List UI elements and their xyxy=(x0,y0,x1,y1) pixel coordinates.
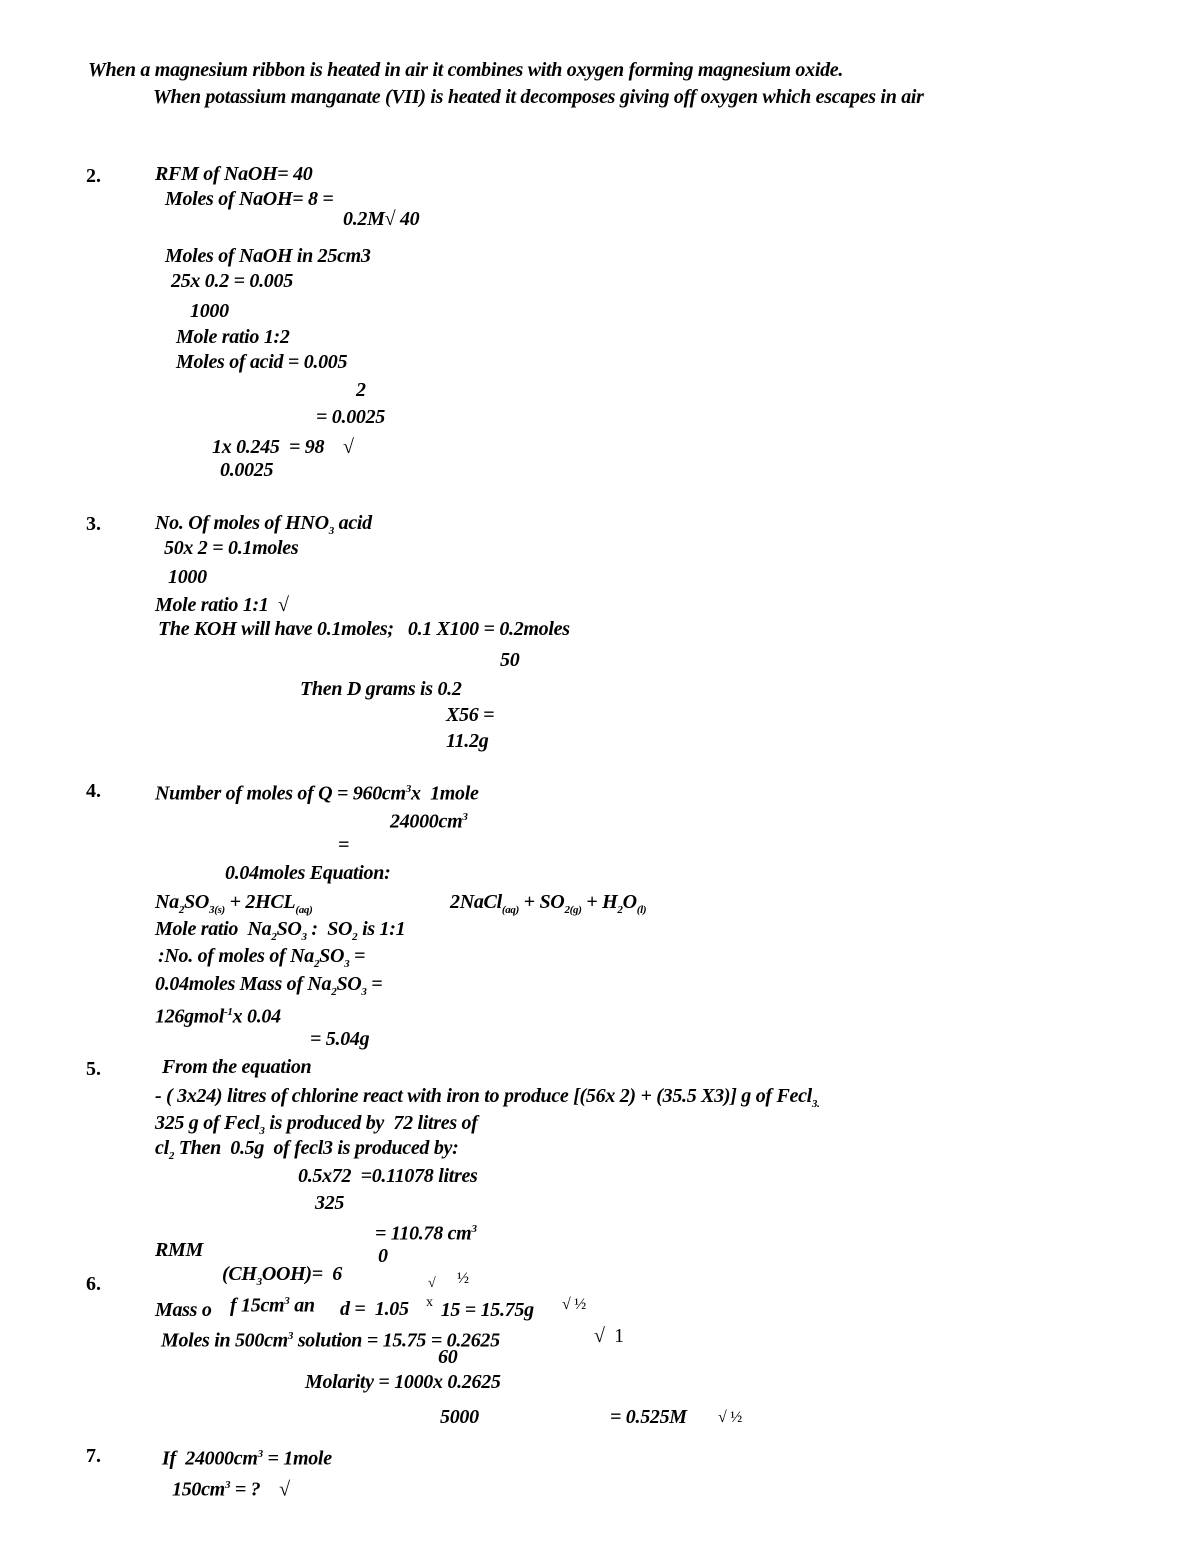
q4-part: 126gmol xyxy=(155,1005,225,1028)
q2-molarity: 0.2M xyxy=(343,208,385,230)
q2-line-10: = 0.0025 xyxy=(316,406,385,428)
tick-mark: √ xyxy=(718,1409,727,1426)
q7-sup: 3 xyxy=(257,1448,263,1460)
tick-mark: √ xyxy=(594,1325,605,1347)
q6-sup: 3 xyxy=(287,1330,294,1342)
q3-line-7: Then D grams is 0.2 xyxy=(300,678,462,700)
q4-text-b: x 1mole xyxy=(410,782,479,805)
q5-part: - ( 3x24) litres of chlorine react with iron to produce [(56x 2) + (35.5 X3)] g of Fecl xyxy=(155,1085,812,1107)
q3-line-8: X56 = xyxy=(446,704,495,726)
q5-sub: 2 xyxy=(168,1150,175,1162)
q3-line-9: 11.2g xyxy=(446,730,489,752)
q5-part: 325 g of Fecl xyxy=(155,1112,260,1134)
q4-denominator: 24000cm xyxy=(390,810,463,833)
q4-sub: 2 xyxy=(331,986,337,998)
q6-part: solution = 15.75 = 0.2625 xyxy=(293,1329,500,1352)
q3-line-5: The KOH will have 0.1moles; 0.1 X100 = 0.2moles xyxy=(158,618,570,640)
q3-text: No. Of moles of HNO xyxy=(155,512,329,534)
q6-part: an xyxy=(289,1294,315,1317)
q4-part: SO xyxy=(276,918,302,940)
q2-line-11 xyxy=(212,435,354,459)
q6-result: = 0.525M xyxy=(610,1406,687,1428)
q2-line-5 xyxy=(171,269,293,293)
q6-part: Moles in 500cm xyxy=(161,1329,288,1352)
q2-line-7: Mole ratio 1:2 xyxy=(176,326,290,348)
q4-part: is 1:1 xyxy=(357,918,406,940)
q2-line-6: 1000 xyxy=(190,300,229,322)
q7-part: = ? xyxy=(230,1478,261,1501)
q6-5000: 5000 xyxy=(440,1406,479,1428)
q4-sub: 2 xyxy=(271,931,277,943)
q5-line-7 xyxy=(375,1217,477,1246)
q7-part: If 24000cm xyxy=(162,1447,258,1470)
q2-divisor: 40 xyxy=(399,208,420,230)
q4-sub: 3 xyxy=(301,931,307,943)
question-number-7: 7. xyxy=(86,1445,101,1467)
eq-part: O xyxy=(622,891,637,913)
q6-sixty: 60 xyxy=(438,1346,458,1368)
q4-part: x 0.04 xyxy=(232,1005,281,1028)
q4-sub: 3 xyxy=(344,958,350,970)
q6-molarity: Molarity = 1000x 0.2625 xyxy=(305,1371,501,1393)
q5-sub: 3 xyxy=(259,1125,265,1137)
q6-half: ½ xyxy=(730,1409,742,1426)
q4-sup: 3 xyxy=(462,811,468,823)
question-number-6: 6. xyxy=(86,1273,101,1295)
q3-sub: 3 xyxy=(328,525,334,537)
q4-sub: 2 xyxy=(352,931,358,943)
q2-line-4: Moles of NaOH in 25cm3 xyxy=(165,245,371,267)
q3-ratio: Mole ratio 1:1 xyxy=(155,594,269,616)
q5-sub: 3. xyxy=(811,1098,820,1110)
eq-sub: (aq) xyxy=(501,904,519,916)
q6-part: )= 6 xyxy=(305,1263,342,1285)
q2-line-12: 0.0025 xyxy=(220,459,274,481)
q3-line-2: 50x 2 = 0.1moles xyxy=(164,537,299,559)
q6-half: ½ xyxy=(574,1296,586,1313)
q2-line-1: RFM of NaOH= 40 xyxy=(155,163,313,185)
q5-line-5: 0.5x72 =0.11078 litres xyxy=(298,1165,478,1187)
q2-line-2: Moles of NaOH= 8 = xyxy=(165,188,334,210)
q6-half: ½ xyxy=(457,1270,469,1287)
q4-line-1 xyxy=(155,777,479,806)
q6-mass-e: 15 = 15.75g xyxy=(436,1299,534,1321)
intro-line-2: When potassium manganate (VII) is heated it decomposes giving off oxygen which escapes in air xyxy=(153,86,924,108)
q3-line-4 xyxy=(155,593,289,617)
q4-part: SO xyxy=(336,973,362,995)
q4-text: Number of moles of Q = 960cm xyxy=(155,782,406,805)
q5-part: = 110.78 cm xyxy=(375,1222,472,1245)
q6-one: 1 xyxy=(614,1325,624,1347)
q6-tick-half xyxy=(562,1293,586,1317)
q6-times: x xyxy=(426,1295,433,1310)
eq-part: Na xyxy=(155,891,179,913)
q6-part: OOH xyxy=(261,1263,306,1285)
q4-part: 0.04moles Mass of Na xyxy=(155,973,332,995)
q6-sub: 3 xyxy=(256,1276,262,1288)
q5-part: Then 0.5g of fecl3 is produced by: xyxy=(174,1137,459,1159)
q4-part: = xyxy=(366,973,383,995)
eq-part: 2NaCl xyxy=(450,891,502,913)
tick-mark: √ xyxy=(384,208,396,230)
q2-line-3 xyxy=(343,207,419,231)
q7-line-1 xyxy=(162,1442,332,1471)
q2-calc: 25x 0.2 = 0.005 xyxy=(171,270,293,292)
q5-sup: 3 xyxy=(471,1223,477,1235)
eq-part: + 2HCL xyxy=(224,891,296,913)
question-number-2: 2. xyxy=(86,165,101,187)
q7-line-2 xyxy=(172,1473,290,1502)
q6-result-tick xyxy=(718,1406,742,1430)
eq-sub: (l) xyxy=(636,904,647,916)
q5-line-1: From the equation xyxy=(162,1056,312,1078)
q2-line-8: Moles of acid = 0.005 xyxy=(176,351,348,373)
eq-sub: 2(g) xyxy=(564,904,582,916)
q5-line-6: 325 xyxy=(315,1192,345,1214)
eq-part: SO xyxy=(184,891,210,913)
q5-part: is produced by 72 litres of xyxy=(264,1112,478,1134)
q5-part: cl xyxy=(155,1137,169,1159)
eq-part: + H xyxy=(581,891,618,913)
tick-mark: √ xyxy=(428,1276,436,1291)
q6-part: (CH xyxy=(222,1263,257,1285)
q2-line-9: 2 xyxy=(356,379,366,401)
q6-mass-a: Mass o xyxy=(155,1299,212,1321)
q4-sup: 3 xyxy=(405,783,411,795)
q4-part: Mole ratio Na xyxy=(155,918,272,940)
intro-line-1: When a magnesium ribbon is heated in air it combines with oxygen forming magnesium oxide. xyxy=(88,59,844,81)
q6-mass-d: d = 1.05 xyxy=(340,1298,409,1320)
q4-part: SO xyxy=(319,945,345,967)
q4-sub: 3 xyxy=(361,986,367,998)
tick-mark: √ xyxy=(343,436,354,458)
q3-line-3: 1000 xyxy=(168,566,207,588)
q4-part: :No. of moles of Na xyxy=(158,945,314,967)
eq-sub: (aq) xyxy=(295,904,313,916)
tick-mark: √ xyxy=(562,1296,571,1313)
q6-part: f 15cm xyxy=(230,1294,285,1317)
q4-line-9 xyxy=(155,1000,281,1029)
q4-line-2 xyxy=(390,805,468,834)
eq-sub: 3(s) xyxy=(209,904,225,916)
eq-part: + SO xyxy=(518,891,565,913)
q4-line-4: 0.04moles Equation: xyxy=(225,862,391,884)
tick-mark: √ xyxy=(279,1478,290,1501)
question-number-5: 5. xyxy=(86,1058,101,1080)
q6-sup: 3 xyxy=(284,1295,290,1307)
q4-part: = xyxy=(349,945,366,967)
q6-tick-one xyxy=(594,1324,624,1348)
q6-rmm: RMM xyxy=(155,1239,204,1261)
q6-mass-b xyxy=(230,1289,315,1318)
q7-sup: 3 xyxy=(224,1479,231,1491)
q4-equation-products xyxy=(450,890,646,922)
question-number-3: 3. xyxy=(86,513,101,535)
q4-sup: -1 xyxy=(224,1006,233,1018)
q7-part: = 1mole xyxy=(262,1447,332,1470)
eq-sub: 2 xyxy=(178,904,185,916)
q4-sub: 2 xyxy=(313,958,320,970)
q4-line-3: = xyxy=(338,834,350,856)
tick-mark: √ xyxy=(277,594,289,616)
q2-result: 1x 0.245 = 98 xyxy=(212,436,325,458)
q4-line-10: = 5.04g xyxy=(310,1028,370,1050)
q6-zero: 0 xyxy=(378,1245,388,1267)
q3-text-b: acid xyxy=(333,512,372,534)
question-number-4: 4. xyxy=(86,780,101,802)
q3-line-6: 50 xyxy=(500,649,520,671)
q4-part: : SO xyxy=(306,918,353,940)
q7-part: 150cm xyxy=(172,1478,225,1501)
eq-sub: 2 xyxy=(617,904,623,916)
